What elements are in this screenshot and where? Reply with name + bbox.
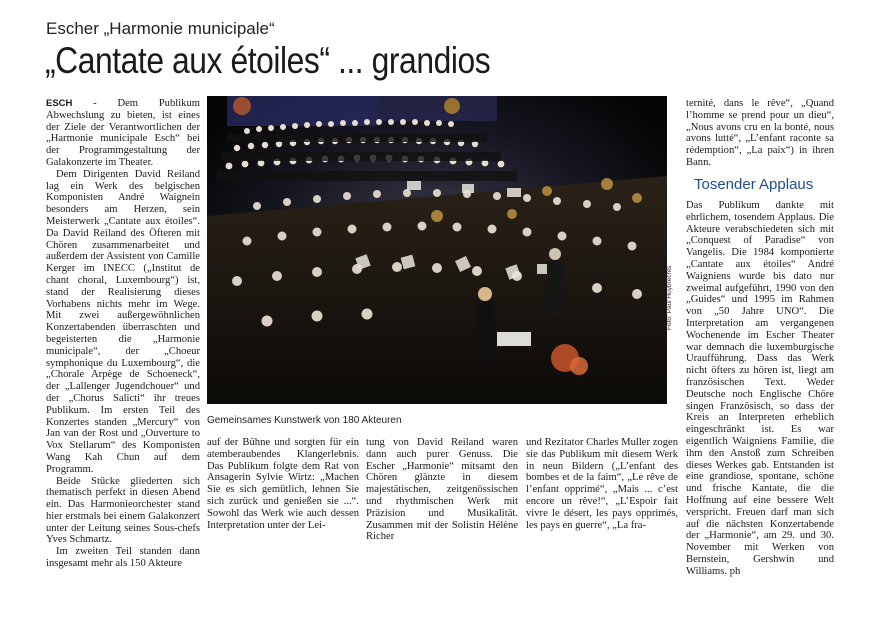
paragraph-text: - Dem Publikum Abwechslung zu bieten, ist eines der Ziele der Verantwortlichen der „Harmonie municipale Esch“ bei der Programmgestaltung der Galakonzerte im Theater. [46, 98, 200, 168]
photo-caption: Gemeinsames Kunstwerk von 180 Akteuren [207, 415, 402, 426]
photo-credit: Foto: Paul Huybrechts [666, 265, 673, 330]
text-column-3 [366, 437, 518, 547]
paragraph: auf der Bühne und sorgten für ein atemberaubendes Klangerlebnis. Das Publikum folgte dem Rat von Ansagerin Sylvie Wirtz: „Machen Sie es sich gemütlich, lehnen Sie sich zurück und genießen sie ...“. Sowohl das Werk wie auch dessen Interpretation unter der Lei- [207, 437, 359, 531]
paragraph: Das Publikum dankte mit ehrlichem, tosendem Applaus. Die Akteure verabschiedeten sich mit „Conquest of Paradise“ von Vangelis. Die 1984 komponierte „Cantate aux étoiles“ André Waigniens wurde bis dato nur zweimal aufgeführt, 1990 von den „Guides“ und 1995 im Rahmen von „50 Jahre UNO“. Die Interpretation am vergangenen Wochenende im Escher Theater war demnach die luxemburgische Uraufführung. Dass das Werk nicht öfters zu hören ist, liegt am französischen Text. Weder Deutsche noch Englische Chöre singen Französisch, so dass der Kreis an Interpreten erheblich eingeschränkt ist. Es war eigentlich Waigniens Familie, die ihm den Anstoß zum Schreiben dieses Werkes gab. Entstanden ist eine grandiose, spontane, schöne und frische Kantate, die die Hoffnung auf eine bessere Welt verspricht. Freuen darf man sich auf die nächsten Konzertabende der „Harmonie“, am 29. und 30. November mit Werken von Bernstein, Gershwin und Williams. ph [686, 200, 834, 577]
article-kicker: Escher „Harmonie municipale“ [46, 19, 275, 38]
paragraph: und Rezitator Charles Muller zogen sie das Publikum mit diesem Werk in neun Bildern („L’enfant des bombes et de la faim“, „Le rêve de l’enfant opprimé“, „Mais ... c’est encore un rêve!“, „L’Espoir fait vivre le désert, les pays opprimés, les pays en guerre“, „La fra- [526, 437, 678, 531]
text-column-6 [686, 200, 834, 577]
paragraph [46, 98, 200, 169]
paragraph: Beide Stücke gliederten sich thematisch perfekt in diesen Abend ein. Das Harmonieorchester stand hier erstmals bei einem Galakonzert unter der Leitung seines Sous-chefs Yves Schmartz. [46, 475, 200, 546]
dateline: ESCH [46, 98, 73, 109]
paragraph: tung von David Reiland waren dann auch purer Genuss. Die Escher „Harmonie“ mitsamt den Chören glänzte in diesem majestätischen, zeitgenössischen und rhythmischen Werk mit Präzision und Musikalität. Zusammen mit der Solistin Hélène Richer [366, 437, 518, 543]
text-column-1 [46, 98, 200, 570]
paragraph: Dem Dirigenten David Reiland lag ein Werk des belgischen Komponisten André Waignein besonders am Herzen, sein Meisterwerk „Cantate aux étoiles“. Da David Reiland des Öfteren mit Chören zusammenarbeitet und außerdem der Assistent von Camille Kerger im INECC („Institut de chant choral, Luxembourg“) ist, stand der Realisierung dieses Vorhabens nichts mehr im Wege. Mit zwei außergewöhnlichen Konzertabenden überraschten und begeisterten die „Harmonie municipale“, der „Choeur symphonique du Luxembourg“, die „Chorale Arpège de Schoeneck“, der „Lallenger Jugendchouer“ und der „Chorus Salicti“ ihr treues Publikum. Im ersten Teil des Konzertes standen „Mercury“ von Jan van der Rost und „Ouverture to Vox Stellarum“ des Komponisten Wang Kah Chun auf dem Programm. [46, 168, 200, 475]
subheading: Tosender Applaus [694, 176, 814, 193]
paragraph: Im zweiten Teil standen dann insgesamt mehr als 150 Akteure [46, 546, 200, 570]
text-column-2 [207, 437, 359, 547]
text-column-4 [526, 437, 678, 547]
paragraph: ternité, dans le rêve“, „Quand l’homme se prend pour un dieu“, „Nous avons cru en la bonté, nous avons lutté“, „L’enfant raconte sa rédemption“, „La paix“) in ihren Bann. [686, 98, 834, 168]
text-column-5 [686, 98, 834, 170]
concert-photo [207, 96, 667, 404]
article-headline: „Cantate aux étoiles“ ... grandios [45, 40, 491, 81]
